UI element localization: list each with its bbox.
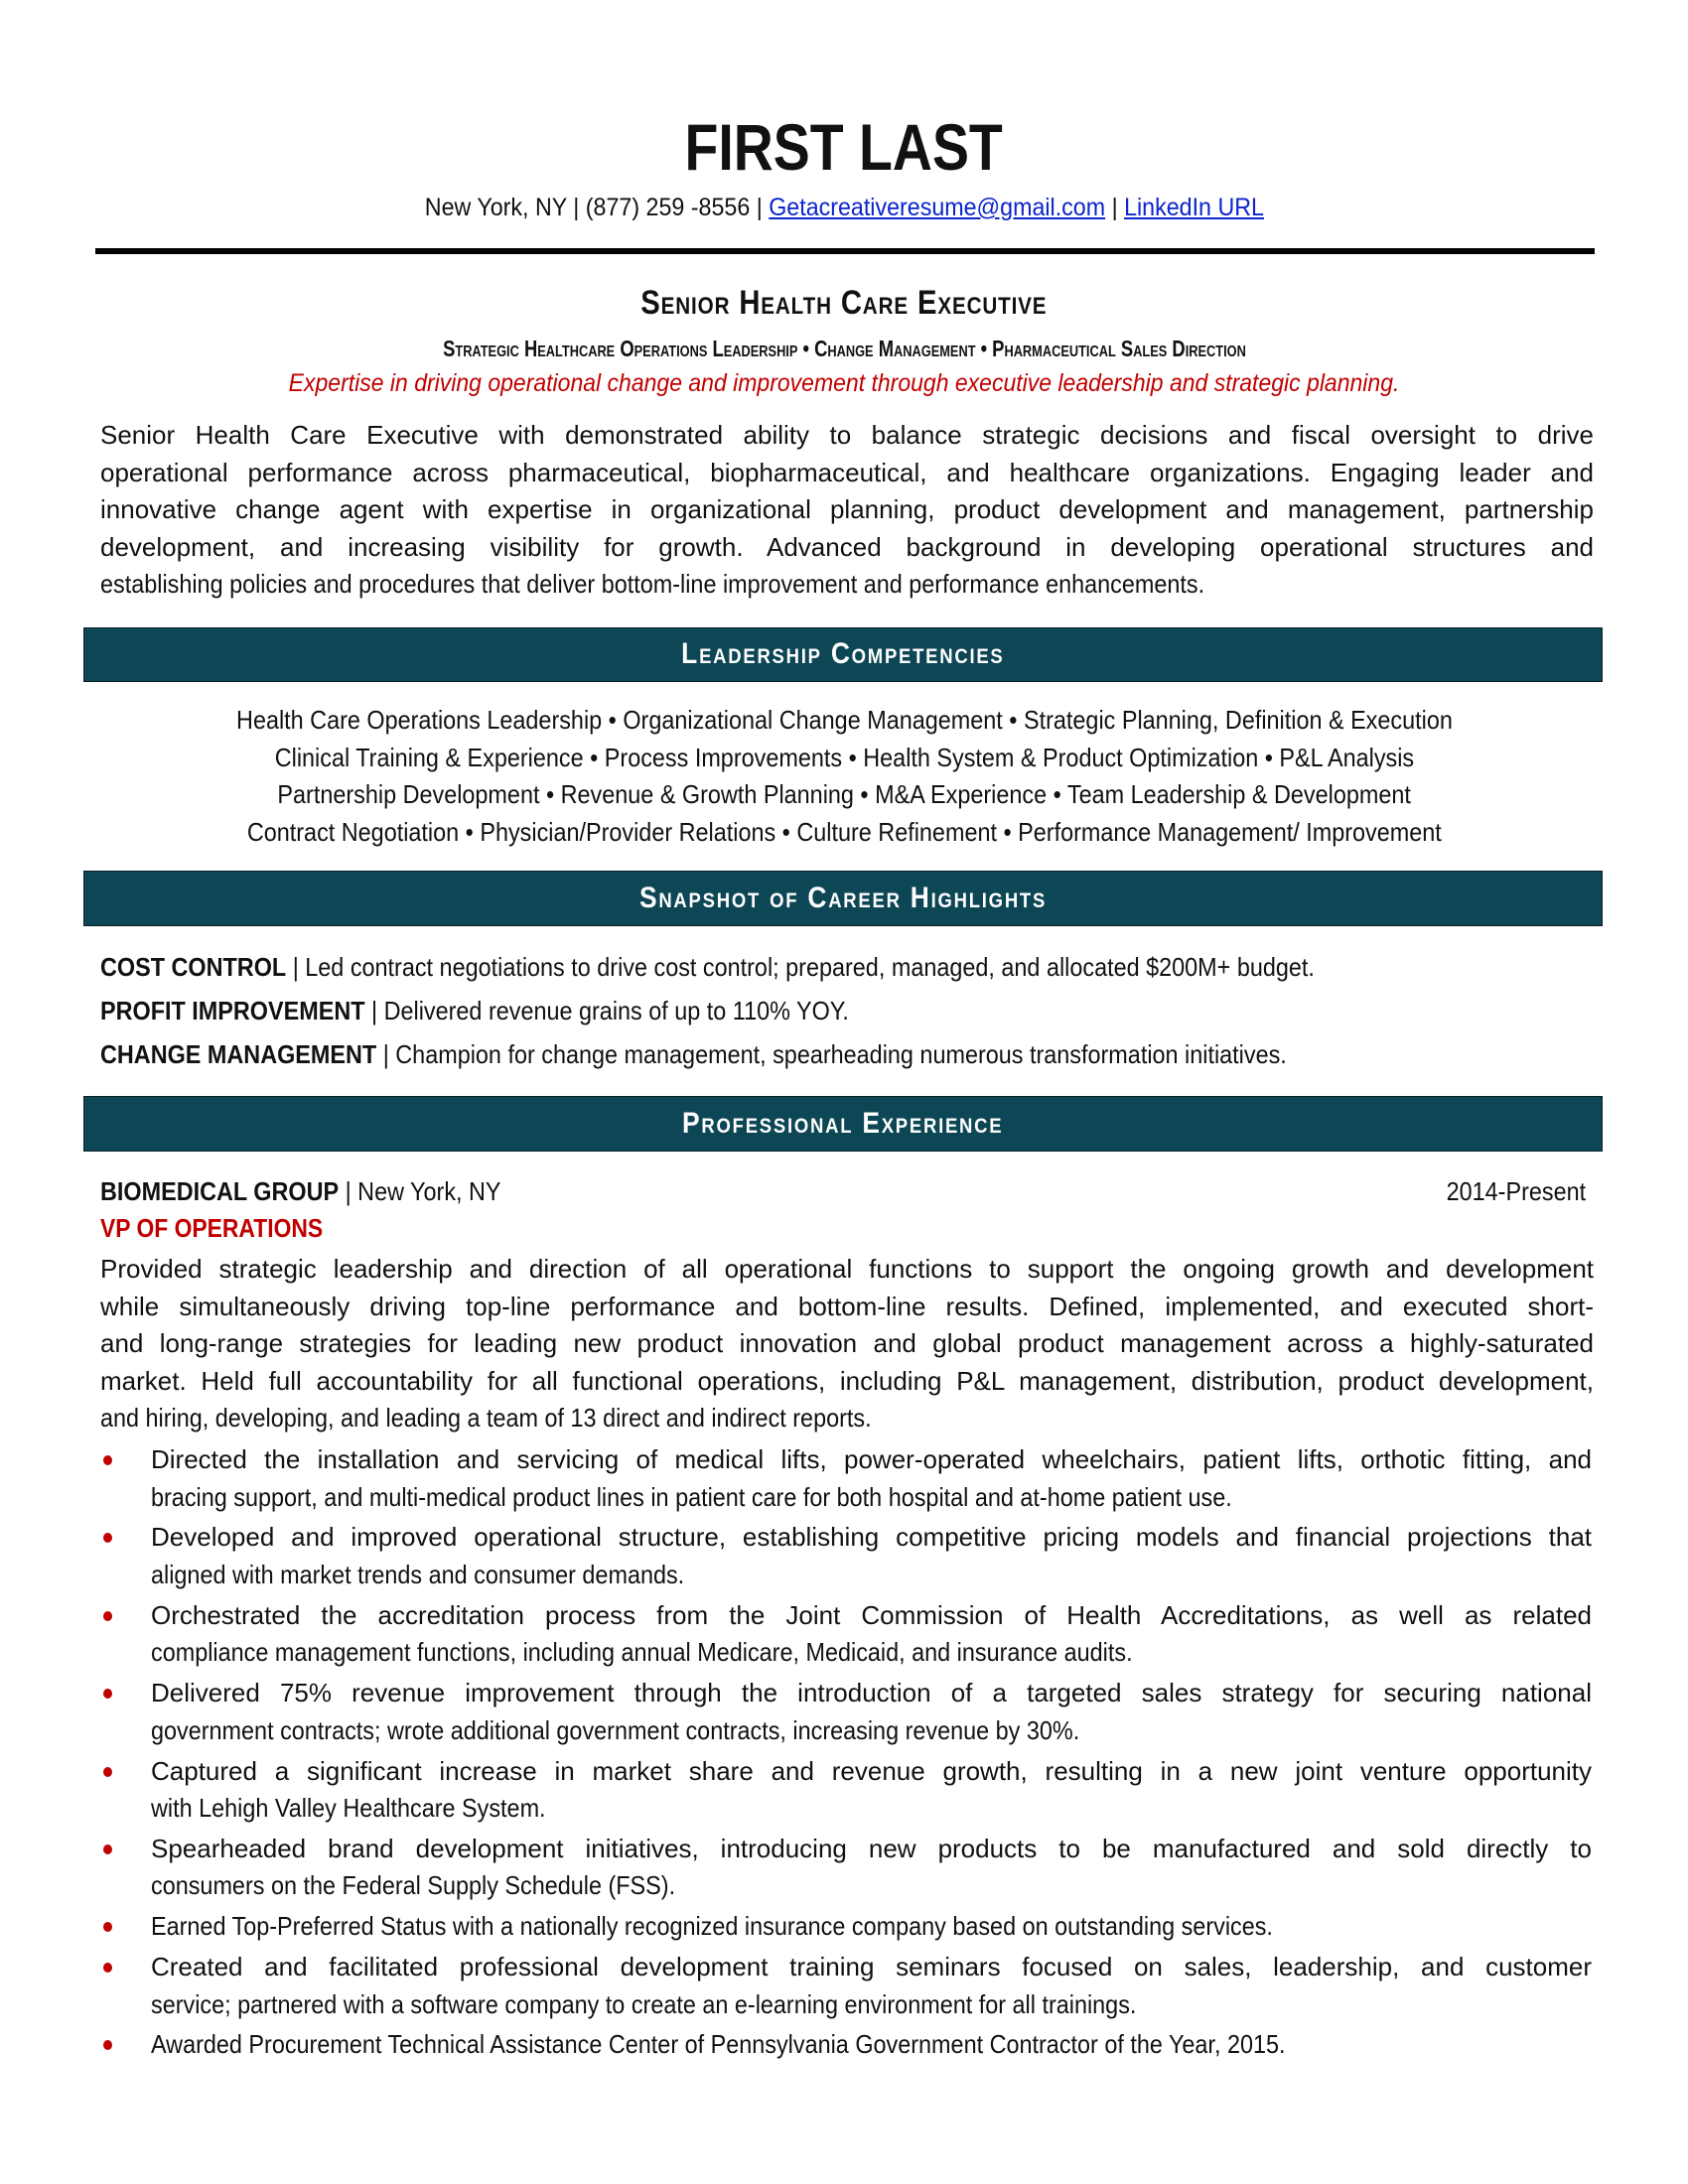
achievement-line: aligned with market trends and consumer demands. <box>151 1559 685 1589</box>
summary-line: operational performance across pharmaceutical, biopharmaceutical, and healthcare organizations. Engaging leader and <box>100 457 1594 487</box>
separator: | <box>566 194 586 221</box>
achievement-line: compliance management functions, including annual Medicare, Medicaid, and insurance audits. <box>151 1637 1133 1668</box>
headline-title <box>0 282 1688 324</box>
description-line: and hiring, developing, and leading a team of 13 direct and indirect reports. <box>100 1403 872 1433</box>
linkedin-link[interactable]: LinkedIn URL <box>1123 194 1264 221</box>
bullet-dot-icon <box>103 1611 112 1621</box>
separator: | <box>1104 194 1124 221</box>
achievement-line: Directed the installation and servicing of medical lifts, power-operated wheelchairs, patient lifts, orthotic fitting, and <box>151 1444 1592 1474</box>
summary-paragraph <box>100 417 1594 604</box>
summary-line: innovative change agent with expertise in organizational planning, product development and management, partnership <box>100 494 1594 525</box>
highlight-text: | Delivered revenue grains of up to 110% YOY. <box>364 996 849 1025</box>
section-header-experience <box>83 1096 1603 1152</box>
separator: | <box>749 194 769 221</box>
headline-specialties <box>0 334 1688 363</box>
contact-location: New York, NY <box>424 194 567 221</box>
achievement-item <box>100 2026 1594 2064</box>
job-description <box>100 1251 1594 1437</box>
description-line: while simultaneously driving top-line performance and bottom-line results. Defined, implemented, and executed short- <box>100 1291 1594 1321</box>
header-divider <box>95 248 1595 254</box>
achievement-line: Orchestrated the accreditation process from the Joint Commission of Health Accreditations, as well as related <box>151 1599 1592 1630</box>
section-title: Snapshot of Career Highlights <box>638 882 1048 914</box>
bullet-dot-icon <box>103 1689 112 1699</box>
candidate-name <box>0 111 1688 183</box>
section-title: Leadership Competencies <box>681 637 1005 670</box>
achievement-line: Developed and improved operational structure, establishing competitive pricing models and financial projections that <box>151 1522 1592 1553</box>
achievement-line: service; partnered with a software company to create an e-learning environment for all trainings. <box>151 1988 1137 2019</box>
contact-phone: (877) 259 -8556 <box>585 194 750 221</box>
achievement-line: Awarded Procurement Technical Assistance Center of Pennsylvania Government Contractor of the Year, 2015. <box>151 2029 1286 2060</box>
achievement-item <box>100 1753 1594 1828</box>
competency-line: Health Care Operations Leadership • Organizational Change Management • Strategic Planning, Definition & Execution <box>235 705 1453 735</box>
achievement-item <box>100 1949 1594 2023</box>
highlight-label: PROFIT IMPROVEMENT <box>100 996 365 1025</box>
highlight-text: | Champion for change management, spearheading numerous transformation initiatives. <box>376 1039 1287 1069</box>
highlight-item <box>100 989 932 1032</box>
highlight-item <box>100 1032 1419 1076</box>
achievement-line: Captured a significant increase in market share and revenue growth, resulting in a new joint venture opportunity <box>151 1755 1592 1786</box>
competency-line: Contract Negotiation • Physician/Provider Relations • Culture Refinement • Performance Management/ Improvement <box>246 816 1442 847</box>
achievement-item <box>100 1597 1594 1672</box>
job-title <box>100 1210 353 1247</box>
headline-title-text: Senior Health Care Executive <box>640 284 1048 322</box>
achievement-item <box>100 1519 1594 1593</box>
achievement-list <box>100 1441 1594 2067</box>
achievement-line: with Lehigh Valley Healthcare System. <box>151 1793 546 1824</box>
summary-line: Senior Health Care Executive with demonstrated ability to balance strategic decisions and fiscal oversight to drive <box>100 420 1594 450</box>
competency-line: Partnership Development • Revenue & Growth Planning • M&A Experience • Team Leadership & Development <box>277 779 1411 810</box>
achievement-line: government contracts; wrote additional government contracts, increasing revenue by 30%. <box>151 1714 1080 1745</box>
bullet-dot-icon <box>103 1963 112 1973</box>
highlight-item <box>100 945 1450 989</box>
section-header-leadership <box>83 627 1603 682</box>
email-link[interactable]: Getacreativeresume@gmail.com <box>768 194 1105 221</box>
candidate-name-text: FIRST LAST <box>684 110 1004 184</box>
summary-line: development, and increasing visibility for growth. Advanced background in developing operational structures and <box>100 531 1594 562</box>
summary-line: establishing policies and procedures that deliver bottom-line improvement and performance enhancements. <box>100 569 1205 600</box>
headline-tagline <box>0 367 1688 399</box>
highlight-label: COST CONTROL <box>100 952 287 982</box>
achievement-line: consumers on the Federal Supply Schedule (FSS). <box>151 1870 676 1901</box>
achievement-line: Created and facilitated professional development training seminars focused on sales, leadership, and customer <box>151 1952 1592 1982</box>
achievement-line: bracing support, and multi-medical product lines in patient care for both hospital and at-home patient use. <box>151 1481 1232 1512</box>
achievement-line: Spearheaded brand development initiatives, introducing new products to be manufactured and sold directly to <box>151 1833 1592 1863</box>
bullet-dot-icon <box>103 1844 112 1854</box>
headline-specialties-text: Strategic Healthcare Operations Leadership • Change Management • Pharmaceutical Sales Direction <box>442 336 1246 361</box>
competencies-list <box>0 702 1688 851</box>
section-header-snapshot <box>83 871 1603 926</box>
description-line: and long-range strategies for leading new product innovation and global product management across a highly-saturated <box>100 1328 1594 1359</box>
job-title-text: VP OF OPERATIONS <box>100 1213 324 1243</box>
achievement-item <box>100 1675 1594 1749</box>
highlight-label: CHANGE MANAGEMENT <box>100 1039 377 1069</box>
bullet-dot-icon <box>103 2040 112 2050</box>
description-line: Provided strategic leadership and direction of all operational functions to support the ongoing growth and development <box>100 1254 1594 1284</box>
highlight-text: | Led contract negotiations to drive cost control; prepared, managed, and allocated $200M+ budget. <box>286 952 1315 982</box>
bullet-dot-icon <box>103 1922 112 1932</box>
contact-line <box>0 192 1688 223</box>
bullet-dot-icon <box>103 1533 112 1543</box>
bullet-dot-icon <box>103 1767 112 1777</box>
section-title: Professional Experience <box>682 1107 1004 1140</box>
achievement-item <box>100 1831 1594 1905</box>
description-line: market. Held full accountability for all functional operations, including P&L management, distribution, product development, <box>100 1365 1594 1396</box>
achievement-item <box>100 1441 1594 1516</box>
company-name: BIOMEDICAL GROUP <box>100 1176 340 1206</box>
bullet-dot-icon <box>103 1455 112 1465</box>
competency-line: Clinical Training & Experience • Process Improvements • Health System & Product Optimization • P&L Analysis <box>274 742 1414 772</box>
achievement-item <box>100 1908 1594 1946</box>
headline-tagline-text: Expertise in driving operational change and improvement through executive leadership and strategic planning. <box>288 369 1400 397</box>
job-dates: 2014-Present <box>1446 1176 1586 1206</box>
achievement-line: Earned Top-Preferred Status with a nationally recognized insurance company based on outstanding services. <box>151 1911 1273 1942</box>
achievement-line: Delivered 75% revenue improvement through the introduction of a targeted sales strategy for securing national <box>151 1678 1592 1708</box>
company-location: | New York, NY <box>339 1176 501 1206</box>
